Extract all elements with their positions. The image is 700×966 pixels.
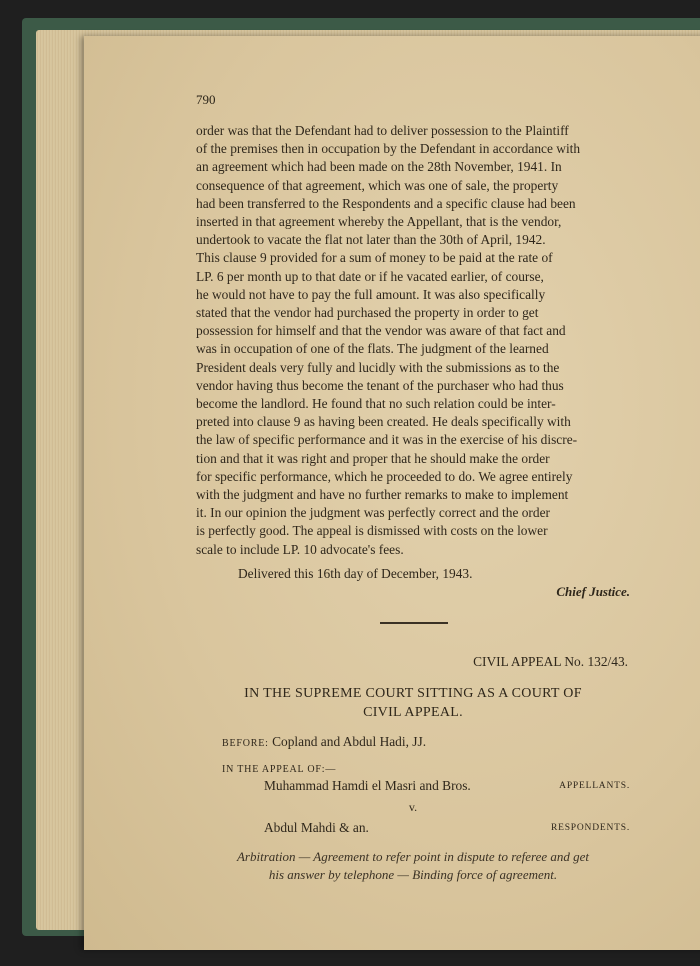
body-line: of the premises then in occupation by the Defendant in accordance with bbox=[196, 141, 581, 157]
body-line: is perfectly good. The appeal is dismissed with costs on the lower bbox=[196, 523, 548, 539]
judgment-body bbox=[196, 122, 630, 559]
appellant-name: Muhammad Hamdi el Masri and Bros. bbox=[264, 778, 471, 793]
body-line: he would not have to pay the full amount. It was also specifically bbox=[196, 286, 546, 302]
body-line: consequence of that agreement, which was one of sale, the property bbox=[196, 177, 559, 193]
section-divider bbox=[380, 622, 448, 624]
headnote bbox=[190, 848, 636, 884]
body-line: an agreement which had been made on the 28th November, 1941. In bbox=[196, 159, 562, 175]
court-heading-line: IN THE SUPREME COURT SITTING AS A COURT OF bbox=[244, 686, 582, 701]
body-line: was in occupation of one of the flats. The judgment of the learned bbox=[196, 341, 549, 357]
body-line: become the landlord. He found that no such relation could be inter- bbox=[196, 396, 556, 412]
body-line: possession for himself and that the vendor was aware of that fact and bbox=[196, 323, 566, 339]
before-judges: Copland and Abdul Hadi, JJ. bbox=[272, 734, 427, 749]
court-heading-line: CIVIL APPEAL. bbox=[363, 705, 463, 720]
before-line bbox=[222, 734, 426, 750]
appellant-role: APPELLANTS. bbox=[559, 781, 630, 791]
before-label: BEFORE: bbox=[222, 738, 269, 749]
case-number: CIVIL APPEAL No. 132/43. bbox=[473, 654, 628, 669]
respondent-role: RESPONDENTS. bbox=[550, 823, 630, 833]
delivered-date: Delivered this 16th day of December, 1943. bbox=[238, 566, 473, 581]
body-line: order was that the Defendant had to deliver possession to the Plaintiff bbox=[196, 123, 569, 138]
body-line: President deals very fully and lucidly with the submissions as to the bbox=[196, 359, 560, 375]
in-appeal-label: IN THE APPEAL OF:— bbox=[222, 764, 337, 775]
body-line: for specific performance, which he proceeded to do. We agree entirely bbox=[196, 468, 573, 484]
body-line: tion and that it was right and proper that he should make the order bbox=[196, 450, 550, 466]
signature: Chief Justice. bbox=[556, 584, 630, 599]
body-line: the law of specific performance and it was in the exercise of his discre- bbox=[196, 432, 578, 448]
body-line: it. In our opinion the judgment was perfectly correct and the order bbox=[196, 505, 550, 521]
page-number: 790 bbox=[196, 92, 216, 107]
body-line: LP. 6 per month up to that date or if he vacated earlier, of course, bbox=[196, 268, 544, 284]
respondent-name: Abdul Mahdi & an. bbox=[264, 820, 369, 835]
body-line: scale to include LP. 10 advocate's fees. bbox=[196, 541, 404, 557]
body-line: undertook to vacate the flat not later than the 30th of April, 1942. bbox=[196, 232, 546, 248]
versus: v. bbox=[408, 800, 418, 814]
body-line: stated that the vendor had purchased the property in order to get bbox=[196, 305, 539, 321]
headnote-line: Arbitration — Agreement to refer point in dispute to referee and get bbox=[236, 849, 590, 864]
body-line: preted into clause 9 as having been created. He deals specifically with bbox=[196, 414, 571, 430]
body-line: This clause 9 provided for a sum of money to be paid at the rate of bbox=[196, 250, 553, 266]
court-heading bbox=[196, 684, 630, 722]
body-line: vendor having thus become the tenant of the purchaser who had thus bbox=[196, 377, 564, 393]
body-line: inserted in that agreement whereby the Appellant, that is the vendor, bbox=[196, 214, 562, 230]
body-line: had been transferred to the Respondents and a specific clause had been bbox=[196, 195, 576, 211]
headnote-line: his answer by telephone — Binding force of agreement. bbox=[268, 867, 558, 882]
body-line: with the judgment and have no further remarks to make to implement bbox=[196, 487, 569, 503]
